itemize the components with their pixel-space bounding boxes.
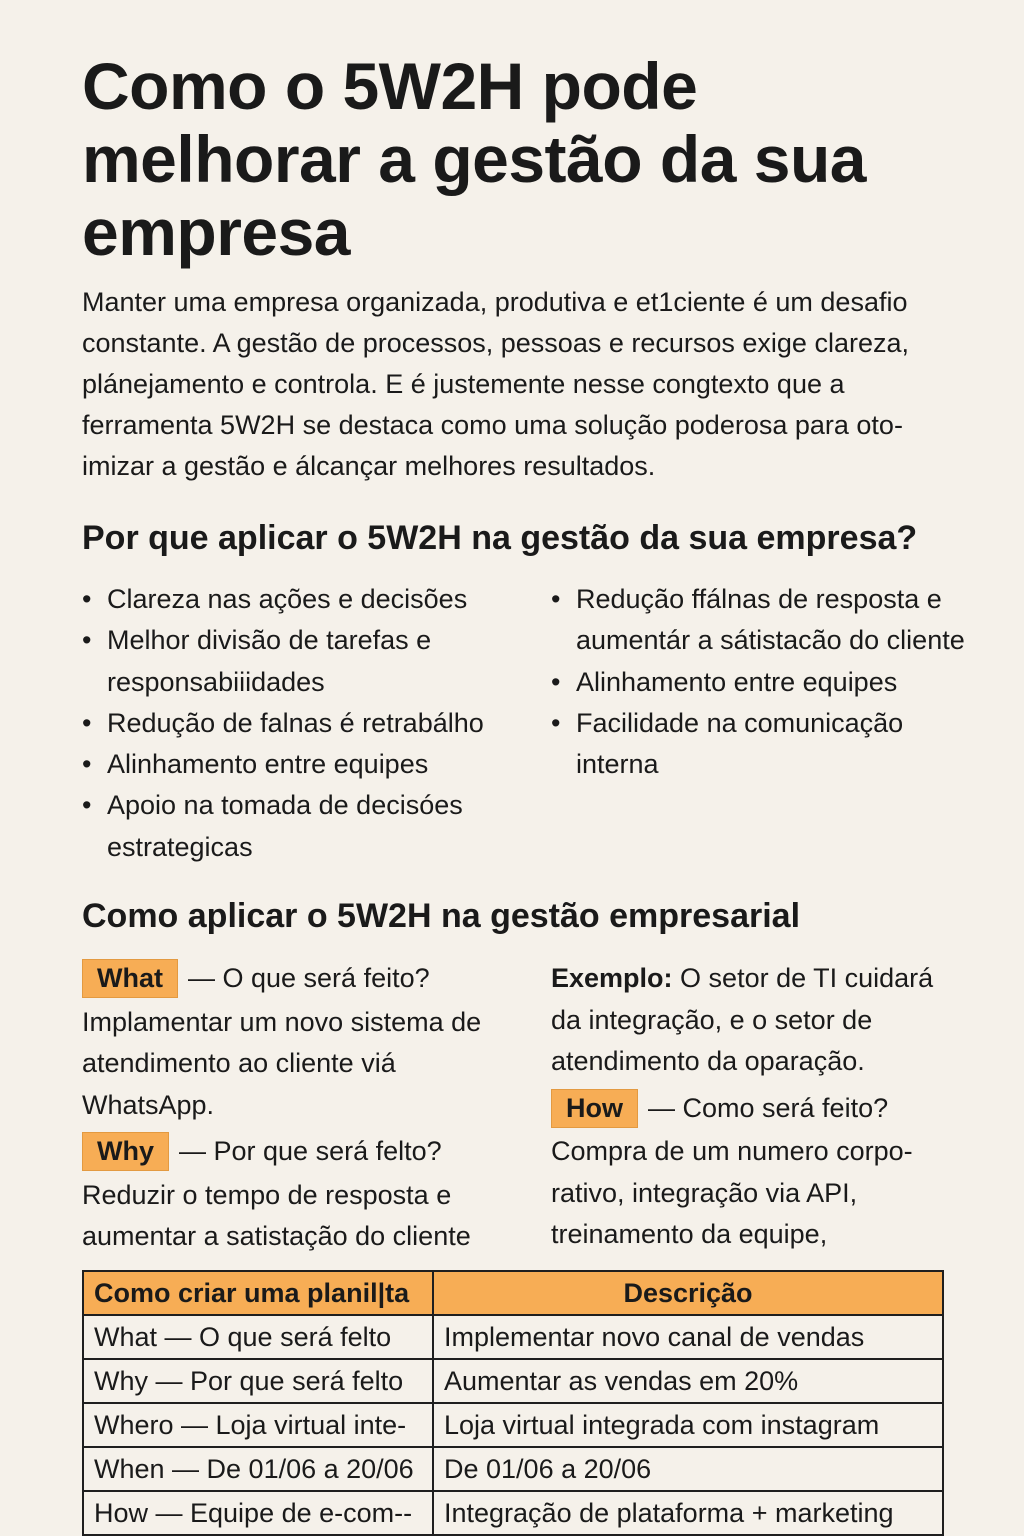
why-block [82,1131,522,1258]
benefits-list-right [551,579,971,785]
table-cell: What — O que será felto [83,1315,433,1359]
list-item: • Apoio na tomada de decisóes estrategicas [82,785,522,868]
table-row [83,1359,943,1403]
intro-paragraph: Manter uma empresa organizada, produtiva e et1ciente é um desafio constante. A gestão de processos, pessoas e recursos exige clareza, plánejamento e controla. E é justemente nesse congtexto que a ferramenta 5W2H se destaca como uma solução poderosa para oto-imizar a gestão e álcançar melhores resultados. [82,287,909,481]
how-block [551,1088,961,1256]
how-column-right [551,958,961,1256]
table-cell: Why — Por que será felto [83,1359,433,1403]
table-header-cell: Descrição [433,1271,943,1315]
why-section-heading: Por que aplicar o 5W2H na gestão da sua empresa? [82,519,918,557]
table-cell: Implementar novo canal de vendas [433,1315,943,1359]
example-label: Exemplo: [551,963,673,993]
list-item: • Redução ffálnas de resposta e aumentár a sátistacão do cliente [551,579,971,662]
table-header-row [83,1271,943,1315]
what-answer: Implamentar um novo sistema de atendimento ao cliente viá WhatsApp. [82,1006,482,1120]
why-answer: Reduzir o tempo de resposta e aumentar a satistação do cliente [82,1179,471,1251]
how-section-heading: Como aplicar o 5W2H na gestão empresarial [82,897,801,935]
what-question: — O que será feito? [187,963,430,993]
list-item: • Facilidade na comunicação interna [551,703,971,786]
list-item: • Clareza nas ações e decisões [82,579,522,620]
plan-table [82,1270,944,1536]
table-row [83,1447,943,1491]
why-tag: Why [82,1132,169,1171]
table-cell: Loja virtual integrada com instagram [433,1403,943,1447]
how-question: — Como será feito? [648,1092,889,1123]
list-item: • Melhor divisão de tarefas e responsabiiidades [82,620,522,703]
how-tag: How [551,1089,638,1128]
list-item: • Redução de falnas é retrabálho [82,703,522,744]
list-item: • Alinhamento entre equipes [82,744,522,785]
table-cell: De 01/06 a 20/06 [433,1447,943,1491]
list-item: • Alinhamento entre equipes [551,662,971,703]
table-row [83,1491,943,1535]
how-answer: Compra de um numero corpo-rativo, integração via API, treinamento da equipe, [551,1136,913,1249]
benefits-list-left [82,579,522,868]
how-column-left [82,958,522,1258]
example-text: O setor de TI cuidará da integração, e o setor de atendimento da oparação. [551,963,934,1076]
table-cell: How — Equipe de e-com-- [83,1491,433,1535]
what-tag: What [82,959,178,998]
why-question: — Por que será felto? [179,1136,442,1166]
example-block [551,958,961,1083]
table-row [83,1315,943,1359]
table-cell: Whero — Loja virtual inte- [83,1403,433,1447]
table-cell: Integração de plataforma + marketing [433,1491,943,1535]
what-block [82,958,522,1126]
table-cell: Aumentar as vendas em 20% [433,1359,943,1403]
table-header-cell: Como criar uma planil|ta [83,1271,433,1315]
table-row [83,1403,943,1447]
page-title: Como o 5W2H pode melhorar a gestão da sua empresa [82,49,866,269]
table-cell: When — De 01/06 a 20/06 [83,1447,433,1491]
